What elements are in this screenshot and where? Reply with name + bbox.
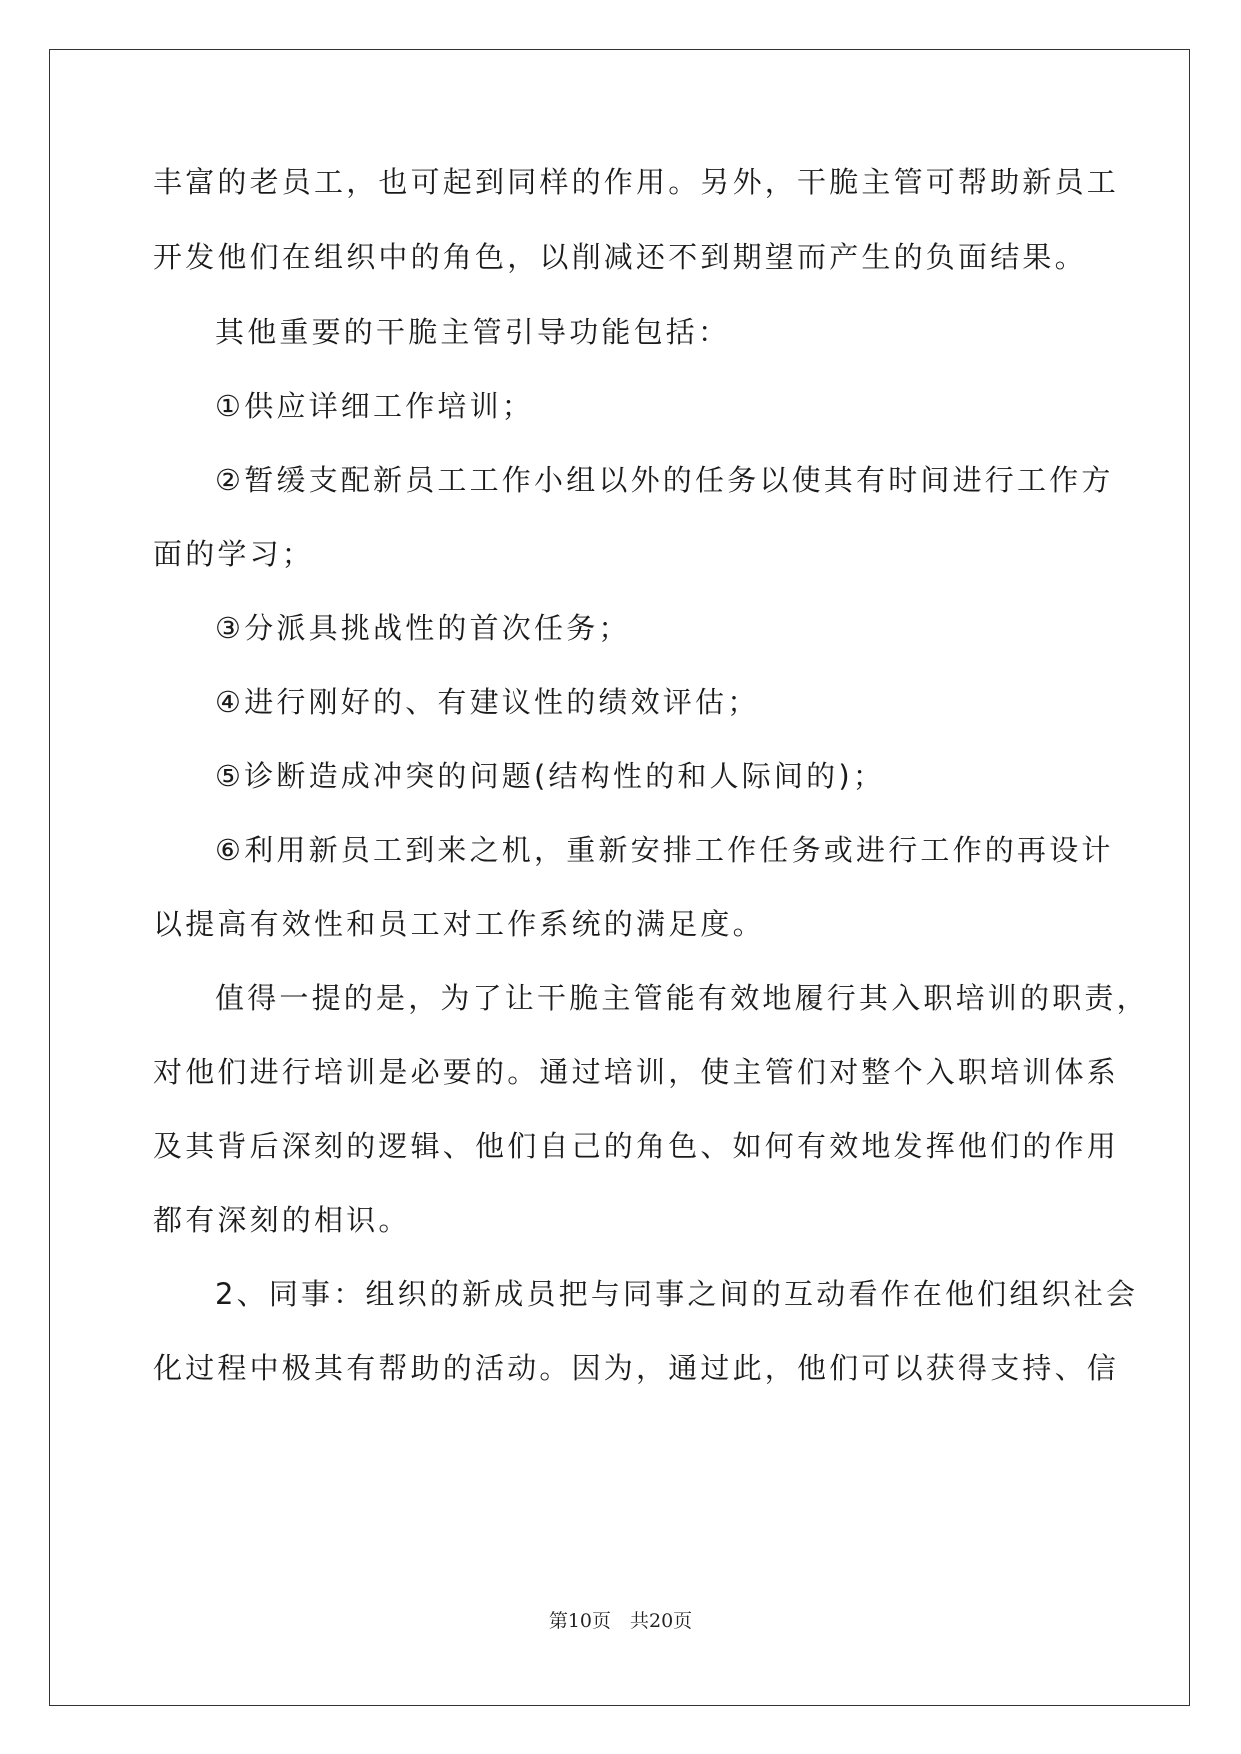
text-line: 对他们进行培训是必要的。通过培训，使主管们对整个入职培训体系 <box>153 1055 1120 1089</box>
list-item: ④进行刚好的、有建议性的绩效评估； <box>215 685 760 719</box>
list-item: ⑥利用新员工到来之机，重新安排工作任务或进行工作的再设计 <box>215 833 1114 867</box>
page-number: 第10页 共20页 <box>548 1610 693 1632</box>
list-item: ①供应详细工作培训； <box>215 389 534 423</box>
text-line: 值得一提的是，为了让干脆主管能有效地履行其入职培训的职责， <box>215 981 1149 1015</box>
text-line: 其他重要的干脆主管引导功能包括： <box>215 315 731 349</box>
text-line: 都有深刻的相识。 <box>153 1203 411 1237</box>
text-line: 开发他们在组织中的角色，以削减还不到期望而产生的负面结果。 <box>153 240 1087 274</box>
text-line: 以提高有效性和员工对工作系统的满足度。 <box>153 907 765 941</box>
text-line: 2、同事：组织的新成员把与同事之间的互动看作在他们组织社会 <box>215 1277 1139 1311</box>
page-border <box>49 49 1190 1706</box>
list-item: ②暂缓支配新员工工作小组以外的任务以使其有时间进行工作方 <box>215 463 1114 497</box>
list-item: ⑤诊断造成冲突的问题(结构性的和人际间的)； <box>215 759 886 793</box>
text-line: 及其背后深刻的逻辑、他们自己的角色、如何有效地发挥他们的作用 <box>153 1129 1120 1163</box>
text-line: 面的学习； <box>153 537 315 571</box>
list-item: ③分派具挑战性的首次任务； <box>215 611 631 645</box>
text-line: 丰富的老员工，也可起到同样的作用。另外，干脆主管可帮助新员工 <box>153 165 1120 199</box>
text-line: 化过程中极其有帮助的活动。因为，通过此，他们可以获得支持、信 <box>153 1351 1120 1385</box>
